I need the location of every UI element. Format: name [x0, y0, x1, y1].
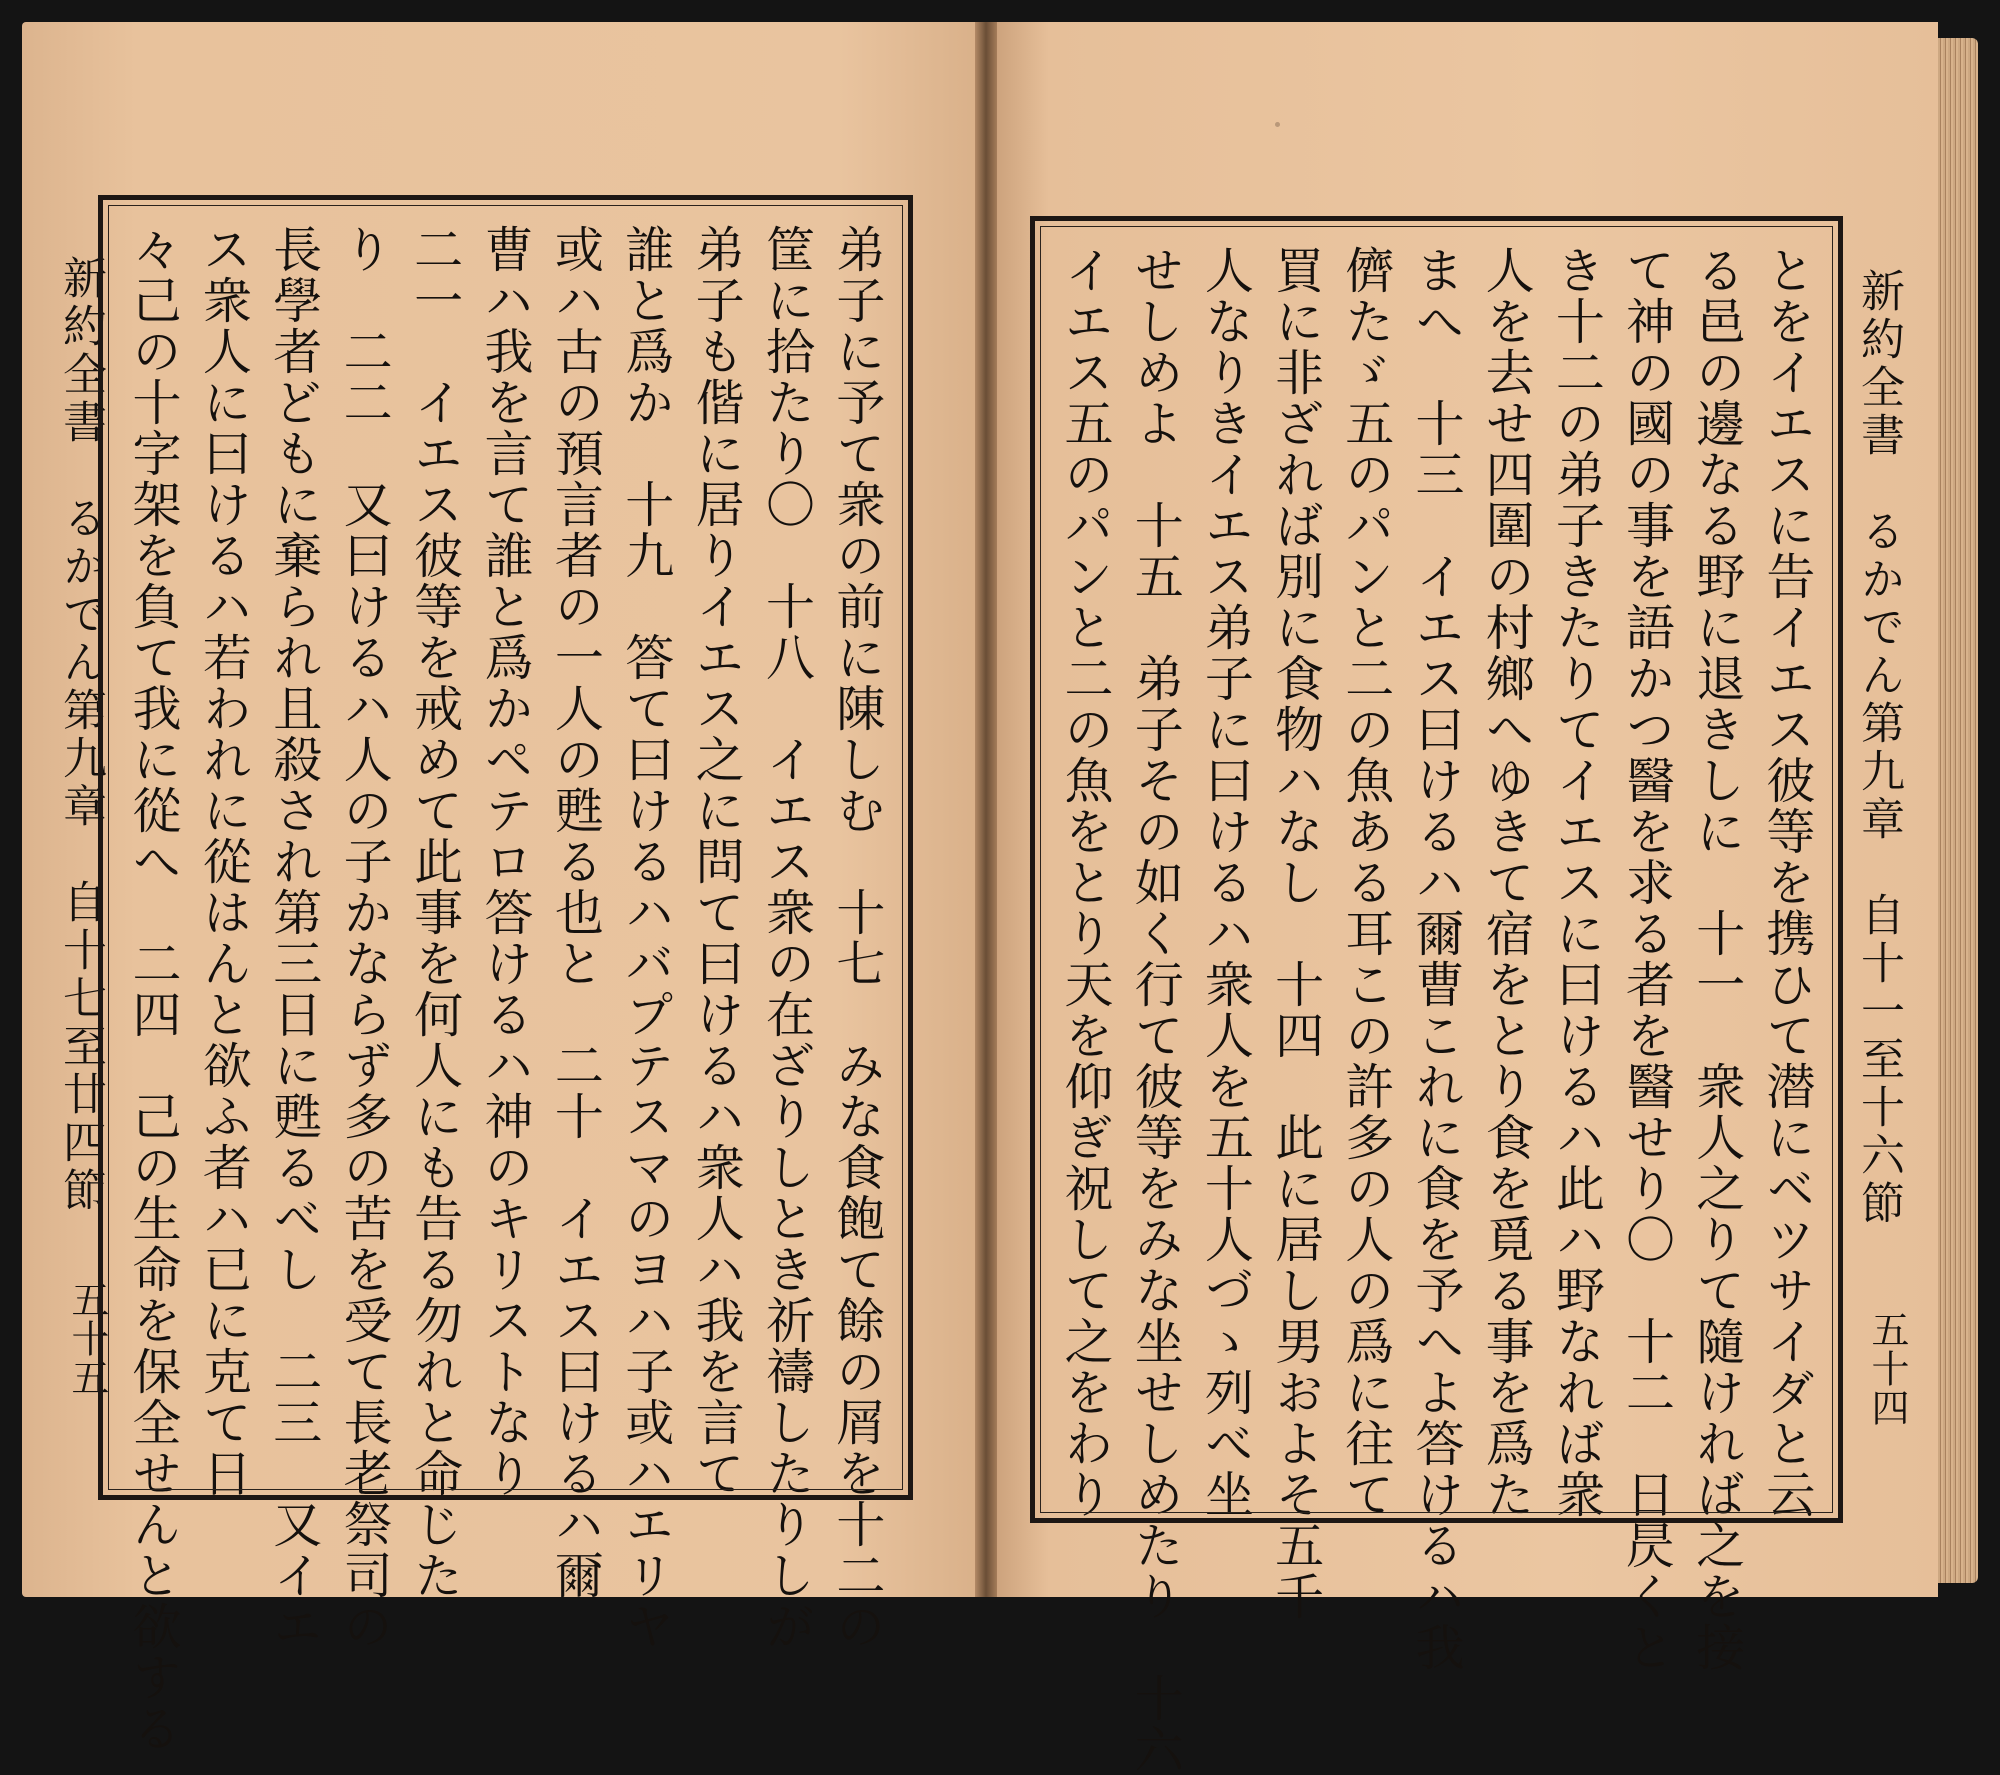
left-text-frame	[98, 195, 913, 1754]
text-column: 筐に拾たり〇 十八 イエス衆の在ざりしとき祈禱したりしが	[758, 224, 816, 1652]
text-column: まへ 十三 イエス曰けるハ爾曹これに食を予へよ答けるハ我	[1407, 245, 1465, 1673]
text-column: せしめよ 十五 弟子その如く行て彼等をみな坐せしめたり 十六	[1127, 245, 1185, 1775]
right-text-columns	[1057, 245, 1816, 1775]
text-column: て神の國の事を語かつ醫を求る者を醫せり〇 十二 日昃くと	[1618, 245, 1676, 1673]
text-column: り 二二 又曰けるハ人の子かならず多の苦を受て長老祭司の	[336, 224, 394, 1652]
text-column: 弟子に予て衆の前に陳しむ 十七 みな食飽て餘の屑を十二の	[828, 224, 886, 1652]
text-column: き十二の弟子きたりてイエスに曰けるハ此ハ野なれば衆	[1548, 245, 1606, 1520]
left-running-header: 新約全書 るかでん第九章 自十七至廿四節	[55, 255, 106, 1215]
text-column: 二一 イエス彼等を戒めて此事を何人にも告る勿れと命じた	[406, 224, 464, 1601]
page-edges	[1938, 38, 1978, 1583]
left-text-columns	[125, 224, 886, 1754]
text-column: ス衆人に曰けるハ若われに從はんと欲ふ者ハ已に克て日	[195, 224, 253, 1499]
text-column: とをイエスに告イエス彼等を携ひて潜にベツサイダと云	[1758, 245, 1816, 1520]
text-column: 々己の十字架を負て我に從へ 二四 己の生命を保全せんと欲する	[125, 224, 182, 1754]
text-column: 長學者どもに棄られ且殺され第三日に甦るべし 二三 又イエ	[265, 224, 323, 1652]
text-column: 曹ハ我を言て誰と爲かペテロ答けるハ神のキリストなり	[476, 224, 534, 1499]
text-column: 誰と爲か 十九 答て曰けるハバプテスマのヨハ子或ハエリヤ	[617, 224, 675, 1652]
text-column: 儕たゞ五のパンと二の魚ある耳この許多の人の爲に往て	[1337, 245, 1395, 1520]
right-text-frame	[1030, 216, 1843, 1775]
text-column: る邑の邊なる野に退きしに 十一 衆人之りて隨ければ之を接	[1688, 245, 1746, 1673]
text-column: 買に非ざれば別に食物ハなし 十四 此に居し男およそ五千	[1267, 245, 1325, 1622]
text-column: イエス五のパンと二の魚をとり天を仰ぎ祝して之をわり	[1057, 245, 1114, 1520]
text-column: 或ハ古の預言者の一人の甦る也と 二十 イエス曰けるハ爾	[547, 224, 605, 1601]
text-column: 人を去せ四圍の村鄉へゆきて宿をとり食を覓る事を爲た	[1478, 245, 1536, 1520]
text-column: 人なりきイエス弟子に曰けるハ衆人を五十人づゝ列べ坐	[1197, 245, 1255, 1520]
left-page-number: 五十五	[65, 1280, 109, 1397]
right-page-number: 五十四	[1865, 1310, 1909, 1427]
paper-spot	[1275, 122, 1280, 127]
text-column: 弟子も偕に居りイエス之に問て曰けるハ衆人ハ我を言て	[688, 224, 746, 1499]
right-running-header: 新約全書 るかでん第九章 自十一至十六節	[1853, 268, 1904, 1228]
book-gutter	[975, 22, 997, 1597]
